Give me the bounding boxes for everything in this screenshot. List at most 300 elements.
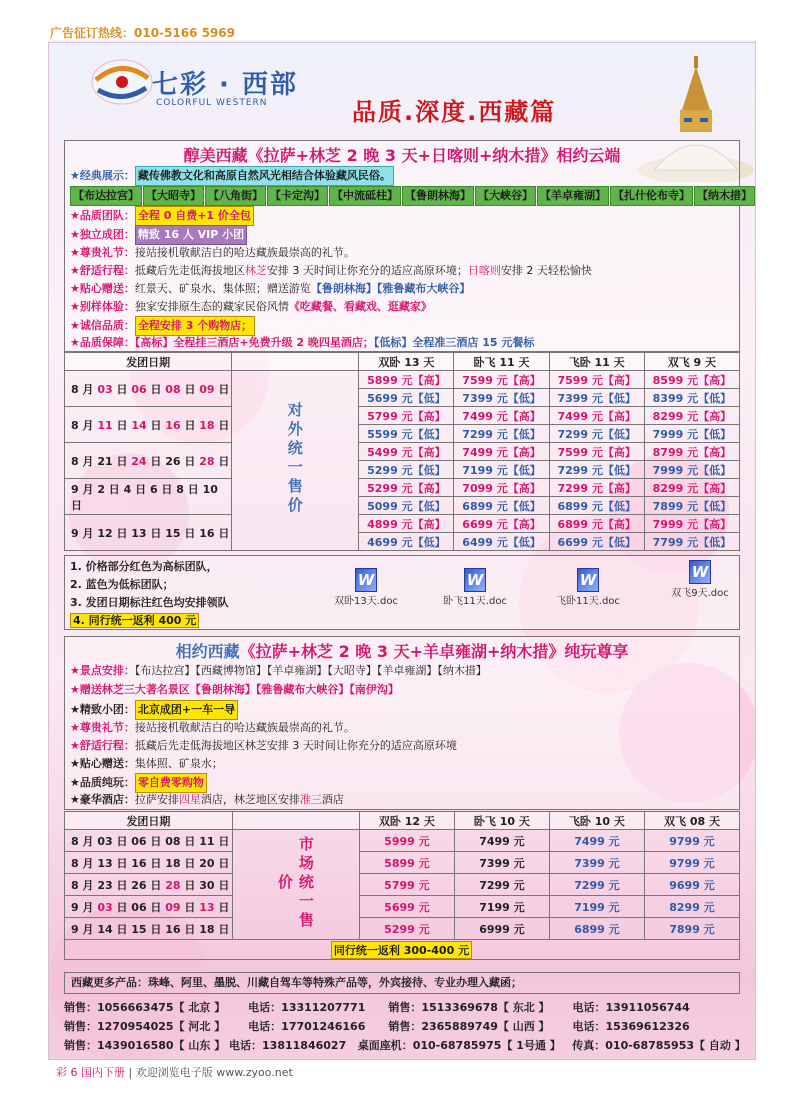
label: ★品质团队：: [70, 209, 135, 222]
price: 7599 元: [557, 373, 603, 387]
price-high: [359, 407, 454, 425]
price: 6899 元: [574, 922, 620, 936]
date-part: 09: [165, 900, 181, 914]
date-part: 日: [214, 454, 230, 468]
price: 9799 元: [669, 834, 715, 848]
tag-high: 【高】: [507, 409, 541, 423]
tag-low: 【低】: [602, 535, 636, 549]
price: 5899 元: [367, 373, 413, 387]
note-text: 4. 同行统一返利 400 元: [70, 613, 199, 628]
price: 7199 元: [462, 463, 508, 477]
price-high: [359, 371, 454, 389]
note-line: [70, 576, 229, 594]
price: 7299 元: [557, 481, 603, 495]
date-cell: [65, 479, 232, 515]
contact-line: 销售：1439016580【 山东 】 电话：13811846027 桌面座机：010-68785975【 1号通 】 传真：010-68785953【 自动 】: [64, 1039, 746, 1052]
price-low: [454, 425, 549, 443]
word-doc-icon: W: [577, 568, 599, 592]
date-part: 日: [180, 418, 200, 432]
t: 抵藏后先走低海拔地区: [134, 264, 245, 277]
table-row: [65, 852, 740, 874]
table-row: [65, 407, 740, 425]
separator: |: [128, 1066, 133, 1079]
doc-filename: 飞卧11天.doc: [556, 596, 620, 607]
price: 7899 元: [652, 499, 699, 513]
price-low: [644, 389, 739, 407]
table-row: [65, 371, 740, 389]
price-high: [359, 515, 454, 533]
price-high: [454, 515, 549, 533]
price-cell: [644, 852, 739, 874]
table-row: [65, 443, 740, 461]
sight-tag: 【扎什伦布寺】: [610, 186, 693, 206]
price-cell: [359, 918, 454, 940]
doc-attachment[interactable]: [538, 568, 638, 607]
t: 安排 2 天轻松愉快: [500, 264, 592, 277]
tag-high: 【高】: [698, 517, 732, 531]
price: 5299 元: [367, 463, 413, 477]
footer-text: 欢迎浏览电子版 www.zyoo.net: [135, 1066, 293, 1079]
price-low: [454, 497, 549, 515]
label: ★品质保障：: [70, 336, 135, 349]
table-header: 发团日期: [65, 812, 233, 830]
tag-high: 【高】: [698, 445, 732, 459]
table-row: [65, 479, 740, 497]
price-high: [549, 407, 644, 425]
price: 5799 元: [367, 409, 413, 423]
price-high: [454, 479, 549, 497]
tag-low: 【低】: [412, 535, 446, 549]
price: 7499 元: [462, 445, 508, 459]
price-high: [644, 479, 739, 497]
table-header: 双卧 13 天: [359, 353, 454, 371]
date-part: 日: [214, 900, 230, 914]
rebate-cell: [65, 940, 740, 960]
price-low: [549, 497, 644, 515]
label: ★赠送林芝三大著名景区: [70, 683, 190, 696]
tag-high: 【高】: [507, 373, 541, 387]
price: 6499 元: [462, 535, 508, 549]
price-low: [549, 533, 644, 551]
date-part: 13: [199, 900, 215, 914]
price-high: [549, 479, 644, 497]
date-part: 28: [199, 454, 215, 468]
word-doc-icon: W: [464, 568, 486, 592]
word-doc-icon: W: [689, 560, 711, 584]
price: 5099 元: [367, 499, 413, 513]
price: 8399 元: [652, 391, 699, 405]
price-high: [454, 443, 549, 461]
price: 7399 元: [574, 856, 620, 870]
price-cell: [359, 852, 454, 874]
table-row: [65, 874, 740, 896]
price: 9799 元: [669, 856, 715, 870]
doc-filename: 双卧13天.doc: [334, 596, 398, 607]
date-part: 14: [131, 418, 147, 432]
t: 【布达拉宫】【西藏博物馆】【羊卓雍湖】【大昭寺】【羊卓雍湖】【纳木措】: [134, 664, 487, 677]
gift-text: 接站接机敬献洁白的哈达藏族最崇高的礼节。: [134, 246, 355, 259]
price: 7399 元: [462, 391, 508, 405]
tag-high: 【高】: [412, 445, 446, 459]
price: 7399 元: [479, 856, 525, 870]
contact-line: 销售：1056663475【 北京 】 电话：13311207771 销售：1513369678【 东北 】 电话：13911056744: [64, 1001, 690, 1014]
date-part: 日: [180, 382, 200, 396]
price-cell: [644, 830, 739, 852]
note-line: [70, 612, 229, 630]
date-cell: [65, 443, 232, 479]
date-part: 日: [214, 418, 230, 432]
tag-high: 【高】: [698, 481, 732, 495]
price: 7199 元: [479, 900, 525, 914]
price-cell: [549, 918, 644, 940]
tag-low: 【低】: [507, 499, 541, 513]
price: 7499 元: [574, 834, 620, 848]
t: 四星: [178, 793, 201, 806]
price-cell: [644, 918, 739, 940]
price-high: [359, 479, 454, 497]
tour2-scene-row: [70, 662, 487, 680]
date-part: 8 月 23 日 26 日: [71, 878, 166, 892]
price: 6899 元: [557, 499, 603, 513]
table-row: [65, 515, 740, 533]
label: ★精致小团：: [70, 703, 135, 716]
note-text: 3. 发团日期标注红色均安排领队: [70, 596, 229, 609]
footer: [56, 1064, 293, 1080]
price-high: [644, 515, 739, 533]
classic-text: 藏传佛教文化和高原自然风光相结合体验藏风民俗。: [135, 166, 394, 186]
price-cell: [454, 852, 549, 874]
price-high: [454, 371, 549, 389]
price-cell: [454, 896, 549, 918]
headline: 品质.深度.西藏篇: [352, 98, 557, 126]
date-part: 24: [131, 454, 147, 468]
table-header: 双卧 12 天: [359, 812, 454, 830]
tag-high: 【高】: [507, 517, 541, 531]
tour2-title: [64, 636, 740, 662]
tour1-gift-row: [70, 244, 355, 262]
date-part: 9 月 14 日 15 日 16 日 18 日: [71, 922, 230, 936]
sight-tag: 【卡定沟】: [267, 186, 328, 206]
tour2-hotel-row: [70, 791, 344, 809]
t: 抵藏后先走低海拔地区林芝安排 3 天时间让你充分的适应高原环境: [134, 739, 457, 752]
t: 【高标】全程挂三酒店+免费升级 2 晚四星酒店；: [134, 336, 374, 349]
side-label-cell: [232, 830, 359, 940]
price: 5299 元: [367, 481, 413, 495]
rebate-row: [65, 940, 740, 960]
date-cell: [65, 896, 233, 918]
price-high: [644, 371, 739, 389]
tag-low: 【低】: [412, 391, 446, 405]
date-part: 日: [112, 382, 132, 396]
page-number: 彩 6 国内下册: [56, 1066, 125, 1079]
note-text: 2. 蓝色为低标团队；: [70, 578, 174, 591]
price-low: [359, 533, 454, 551]
doc-attachment[interactable]: [650, 560, 750, 599]
table-header-row: [65, 812, 740, 830]
sight-tag: 【布达拉宫】: [70, 186, 142, 206]
table-header-spacer: [232, 812, 359, 830]
tag-low: 【低】: [507, 427, 541, 441]
t: 日喀则: [467, 264, 501, 277]
price-low: [644, 533, 739, 551]
tag-low: 【低】: [698, 391, 732, 405]
date-part: 9 月 12 日 13 日 15 日 16 日: [71, 526, 230, 540]
price-high: [549, 371, 644, 389]
price-high: [644, 407, 739, 425]
label: ★经典展示：: [70, 169, 135, 182]
price-low: [644, 461, 739, 479]
tour2-gift-row: [70, 719, 355, 737]
sight-tag: 【纳木措】: [694, 186, 755, 206]
tour1-group-row: [70, 225, 248, 243]
date-cell: [65, 874, 233, 896]
contact-line: 销售：1270954025【 河北 】 电话：17701246166 销售：2365889749【 山西 】 电话：15369612326: [64, 1020, 690, 1033]
date-cell: [65, 515, 232, 551]
date-part: 日: [180, 900, 200, 914]
group-text: 精致 16 人 VIP 小团: [135, 225, 247, 245]
price: 7299 元: [462, 427, 508, 441]
tag-high: 【高】: [602, 481, 636, 495]
date-part: 9 月 2 日 4 日 6 日 8 日 10 日: [71, 482, 218, 512]
price: 7399 元: [557, 391, 603, 405]
date-part: 日 30 日: [180, 878, 230, 892]
t: 【低标】全程准三酒店 15 元餐标: [373, 336, 535, 349]
price: 5699 元: [384, 900, 430, 914]
word-doc-icon: W: [355, 568, 377, 592]
label: ★别样体验：: [70, 300, 135, 313]
label: ★豪华酒店：: [70, 793, 135, 806]
price: 5299 元: [384, 922, 430, 936]
side-label: 对外统一售价: [285, 402, 304, 516]
label: ★尊贵礼节：: [70, 721, 135, 734]
label: ★贴心赠送：: [70, 757, 135, 770]
note-line: [70, 558, 229, 576]
price-low: [454, 389, 549, 407]
date-part: 18: [199, 418, 215, 432]
price: 7499 元: [479, 834, 525, 848]
price: 7299 元: [479, 878, 525, 892]
tour1-classic-row: [70, 166, 395, 184]
price: 6899 元: [462, 499, 508, 513]
side-label: 市场统一售价: [275, 835, 315, 931]
price: 7599 元: [557, 445, 603, 459]
sight-tag: 【大峡谷】: [475, 186, 536, 206]
tag-high: 【高】: [602, 445, 636, 459]
t: 红景天、矿泉水、集体照；赠送游览: [134, 282, 311, 295]
price-cell: [359, 830, 454, 852]
table-header: 卧飞 11 天: [454, 353, 549, 371]
doc-attachment[interactable]: [425, 568, 525, 607]
label: ★舒适行程：: [70, 264, 135, 277]
logo-chinese: 七彩 · 西部: [152, 70, 298, 100]
price-high: [549, 443, 644, 461]
price-cell: [359, 874, 454, 896]
tag-low: 【低】: [602, 463, 636, 477]
table-header: 发团日期: [65, 353, 232, 371]
price-notes: [70, 558, 229, 630]
t: 集体照、矿泉水；: [134, 757, 223, 770]
price-low: [359, 461, 454, 479]
sight-tag: 【大昭寺】: [143, 186, 204, 206]
price-low: [644, 497, 739, 515]
tag-high: 【高】: [412, 481, 446, 495]
table-header-spacer: [232, 353, 359, 371]
tag-high: 【高】: [602, 373, 636, 387]
t: 酒店: [321, 793, 344, 806]
tag-low: 【低】: [602, 391, 636, 405]
date-part: 日: [146, 382, 166, 396]
price-cell: [454, 830, 549, 852]
price: 5499 元: [367, 445, 413, 459]
price: 6699 元: [462, 517, 508, 531]
tag-low: 【低】: [507, 391, 541, 405]
date-cell: [65, 371, 232, 407]
doc-filename: 卧飞11天.doc: [443, 596, 507, 607]
price: 8599 元: [652, 373, 699, 387]
price-cell: [549, 830, 644, 852]
label: ★尊贵礼节：: [70, 246, 135, 259]
tag-high: 【高】: [412, 373, 446, 387]
tag-low: 【低】: [602, 499, 636, 513]
table-header: 飞卧 11 天: [549, 353, 644, 371]
table-header: 双飞 08 天: [644, 812, 739, 830]
date-cell: [65, 407, 232, 443]
price-low: [359, 425, 454, 443]
date-part: 06: [131, 382, 147, 396]
price: 7999 元: [652, 427, 699, 441]
date-cell: [65, 918, 233, 940]
price: 6699 元: [557, 535, 603, 549]
t: 【鲁朗林海】【雅鲁藏布大峡谷】【南伊沟】: [189, 683, 399, 696]
price-cell: [549, 896, 644, 918]
tag-high: 【高】: [698, 373, 732, 387]
t: 《吃藏餐、看藏戏、逛藏家》: [288, 300, 432, 313]
doc-attachment[interactable]: [316, 568, 416, 607]
tour2-pure-row: [70, 773, 208, 791]
t: 独家安排原生态的藏家民俗风情: [134, 300, 289, 313]
price: 5899 元: [384, 856, 430, 870]
table-row: [65, 830, 740, 852]
price: 8299 元: [652, 481, 699, 495]
price: 8799 元: [652, 445, 699, 459]
t: 安排 3 天时间让你充分的适应高原环境；: [266, 264, 468, 277]
tour2-present-row: [70, 681, 399, 699]
rebate-text: 同行统一返利 300-400 元: [331, 941, 472, 959]
price-cell: [454, 874, 549, 896]
tag-low: 【低】: [507, 463, 541, 477]
tag-low: 【低】: [698, 427, 732, 441]
note-line: [70, 594, 229, 612]
tag-low: 【低】: [698, 535, 732, 549]
tag-low: 【低】: [412, 427, 446, 441]
price: 7299 元: [574, 878, 620, 892]
price-cell: [549, 874, 644, 896]
date-part: 8 月 03 日 06 日 08 日 11 日: [71, 834, 230, 848]
price-high: [454, 407, 549, 425]
price: 4899 元: [367, 517, 413, 531]
price: 7099 元: [462, 481, 508, 495]
price-low: [644, 425, 739, 443]
sight-tag: 【中流砥柱】: [329, 186, 401, 206]
tour2-title-prefix: 相约西藏: [175, 642, 240, 661]
date-part: 8 月: [71, 382, 98, 396]
date-cell: [65, 852, 233, 874]
price-cell: [454, 918, 549, 940]
t: 零自费零购物: [135, 773, 207, 793]
tag-low: 【低】: [602, 427, 636, 441]
price-cell: [549, 852, 644, 874]
label: ★舒适行程：: [70, 739, 135, 752]
date-part: 8 月: [71, 418, 98, 432]
tour2-small-row: [70, 700, 239, 718]
date-part: 08: [165, 382, 181, 396]
t: 拉萨安排: [134, 793, 179, 806]
tour1-honest-row: [70, 316, 256, 334]
price-high: [644, 443, 739, 461]
date-part: 日: [146, 418, 166, 432]
tag-low: 【低】: [412, 463, 446, 477]
date-part: 日: [214, 382, 230, 396]
sight-tag: 【鲁朗林海】: [402, 186, 474, 206]
t: 林芝: [244, 264, 267, 277]
price: 7899 元: [669, 922, 715, 936]
tag-high: 【高】: [507, 481, 541, 495]
price: 5799 元: [384, 878, 430, 892]
tag-low: 【低】: [698, 463, 732, 477]
contacts: [64, 998, 746, 1055]
tour1-title-text: 《拉萨+林芝 2 晚 3 天+日喀则+纳木措》相约云端: [247, 146, 621, 165]
price: 5999 元: [384, 834, 430, 848]
date-part: 16: [165, 418, 181, 432]
price-high: [359, 443, 454, 461]
sight-tag: 【羊卓雍湖】: [537, 186, 609, 206]
price: 7299 元: [557, 427, 603, 441]
t: 接站接机敬献洁白的哈达藏族最崇高的礼节。: [134, 721, 355, 734]
price-low: [359, 497, 454, 515]
tag-high: 【高】: [412, 409, 446, 423]
tag-low: 【低】: [412, 499, 446, 513]
price: 6999 元: [479, 922, 525, 936]
price: 6899 元: [557, 517, 603, 531]
table-row: [65, 896, 740, 918]
t: 准三: [299, 793, 322, 806]
more-products: 西藏更多产品：珠峰、阿里、墨脱、川藏自驾车等特殊产品等，外宾接待、专业办理入藏函；: [64, 972, 740, 994]
price-low: [549, 389, 644, 407]
logo-english: COLORFUL WESTERN: [156, 98, 268, 108]
price: 7499 元: [557, 409, 603, 423]
table-header: 卧飞 10 天: [454, 812, 549, 830]
tour2-title-text: 《拉萨+林芝 2 晚 3 天+羊卓雍湖+纳木措》纯玩尊享: [239, 642, 629, 661]
date-part: 日 06 日: [112, 900, 166, 914]
price: 7799 元: [652, 535, 699, 549]
price-cell: [644, 874, 739, 896]
tour1-guarantee-row: [70, 334, 534, 352]
label: ★独立成团：: [70, 228, 135, 241]
date-part: 11: [97, 418, 113, 432]
label: ★品质纯玩：: [70, 776, 135, 789]
t: 酒店，林芝地区安排: [200, 793, 300, 806]
honest-text: 全程安排 3 个购物店；: [135, 316, 255, 336]
label: ★景点安排：: [70, 664, 135, 677]
date-part: 28: [165, 878, 181, 892]
price: 7499 元: [462, 409, 508, 423]
side-label-cell: [232, 371, 359, 551]
price: 4699 元: [367, 535, 413, 549]
tag-high: 【高】: [602, 409, 636, 423]
price-low: [454, 533, 549, 551]
price: 7999 元: [652, 517, 699, 531]
price: 7299 元: [557, 463, 603, 477]
